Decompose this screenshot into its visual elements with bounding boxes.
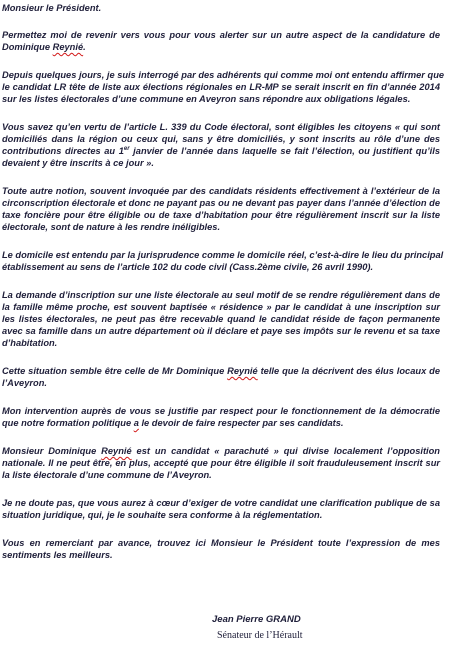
letter-line [2,249,444,261]
signature-title: Sénateur de l’Hérault [217,630,303,641]
line-text: sentiments les meilleurs. [2,550,113,561]
line-text: Depuis quelques jours, je suis interrogé par des adhérents qui comme moi ont entendu affirmer que [2,70,445,80]
spellcheck-marked-word: Reynié [227,366,258,376]
letter-line [2,29,440,41]
letter-line [2,497,440,509]
letter-line [2,405,440,417]
salutation: Monsieur le Président. [2,3,102,13]
line-text: est un candidat « parachuté » qui divise localement l’opposition [131,446,440,456]
line-text: la liste électorale d’une commune de l’Aveyron. [2,470,212,481]
line-text: d’habitation. [2,338,58,349]
line-text: domiciliés dans la région ou ceux qui, sans y être domiciliés, y sont inscrits au rôle d’une des [2,134,440,145]
line-text: le devoir de faire respecter par ses candidats. [138,418,344,429]
line-text: le candidat LR tête de liste aux élections régionales en LR-MP se serait inscrit en fin d’année 2014 [2,82,440,93]
line-text: janvier de l’année dans laquelle se fait l’élection, ou justifient qu’ils [129,146,440,157]
line-text: Toute autre notion, souvent invoquée par des candidats résidents effectivement à l’extérieur de la [2,186,440,196]
line-text: Le domicile est entendu par la jurisprudence comme le domicile réel, c’est-à-dire le lieu du principal [2,250,444,260]
letter-line [2,509,440,521]
letter-line [2,457,440,469]
line-text: Permettez moi de revenir vers vous pour vous alerter sur un autre aspect de la candidature de [2,30,440,40]
line-text: l’Aveyron. [2,378,47,389]
letter-line [2,445,440,457]
letter-line [2,417,440,429]
letter-line [2,289,440,301]
letter-line [2,81,440,93]
letter-line [2,537,440,549]
spellcheck-marked-word: Reynié [101,446,132,456]
spellcheck-marked-word: Reynié [52,42,84,53]
line-text: circonscription électorale et donc ne payant pas ou ne devant pas payer dans l’année d’élection de [2,198,440,209]
line-text: Je ne doute pas, que vous aurez à cœur d’exiger de votre candidat une clarification publique de sa [2,498,440,508]
line-text: Vous savez qu’en vertu de l’article L. 339 du Code électoral, sont éligibles les citoyens « qui sont [2,122,440,132]
letter-line [2,133,440,145]
letter-line [2,325,440,337]
letter-line [2,337,440,349]
letter-line [2,365,440,377]
letter-line [2,121,440,133]
superscript-text: er [123,146,130,153]
line-text: taxe foncière pour être éligible ou de taxe d’habitation pour être régulièrement inscrit sur la liste [2,210,440,221]
signature-name: Jean Pierre GRAND [212,614,301,625]
line-text: nationale. Il ne peut être, en plus, accepté que pour être éligible il soit frauduleusement inscrit sur [2,458,440,469]
line-text: avec sa famille dans un autre département où il déclare et paye ses impôts sur le revenu et sa taxe [2,326,440,337]
line-text: que notre formation politique [2,418,134,429]
letter-line [2,69,445,81]
line-text: situation juridique, qui, je le souhaite sera conforme à la réglementation. [2,510,323,521]
line-text: établissement au sens de l’article 102 du code civil (Cass.2ème civile, 26 avril 1990). [2,262,374,273]
letter-line [2,313,440,325]
line-text: La demande d’inscription sur une liste électorale au seul motif de se rendre régulièrement dans de [2,290,440,300]
letter-line [2,261,440,273]
letter-line [2,157,440,169]
letter-line [2,185,440,197]
line-text: sur les listes électorales d’une commune en Aveyron sans répondre aux obligations légales. [2,94,411,105]
letter-line [2,221,440,233]
line-text: électorale, sont de nature à les rendre inéligibles. [2,222,221,233]
letter-line [2,469,440,481]
line-text: les listes électorales, ne peut pas être recevable quand le candidat réside de façon permanente [2,314,440,325]
line-text: telle que la décrivent des élus locaux de [257,366,440,376]
line-text: contributions directes au 1 [2,146,124,157]
letter-line [2,41,440,53]
letter-line [2,145,440,157]
line-text: Dominique [2,42,53,53]
letter-line [2,377,440,389]
line-text: Monsieur Dominique [2,446,102,456]
letter-line [2,209,440,221]
line-text: devaient y être inscrits à ce jour ». [2,158,154,169]
line-text: Mon intervention auprès de vous se justifie par respect pour le fonctionnement de la démocratie [2,406,440,416]
letter-line [2,549,440,561]
line-text: . [83,42,86,53]
line-text: la famille même proche, est souvent baptisée « résidence » par le candidat à une inscription sur [2,302,440,313]
line-text: Cette situation semble être celle de Mr Dominique [2,366,228,376]
letter-line [2,197,440,209]
spellcheck-marked-word: a [133,418,139,429]
letter-line [2,93,440,105]
line-text: Vous en remerciant par avance, trouvez ici Monsieur le Président toute l’expression de mes [2,538,440,548]
letter-line [2,301,440,313]
